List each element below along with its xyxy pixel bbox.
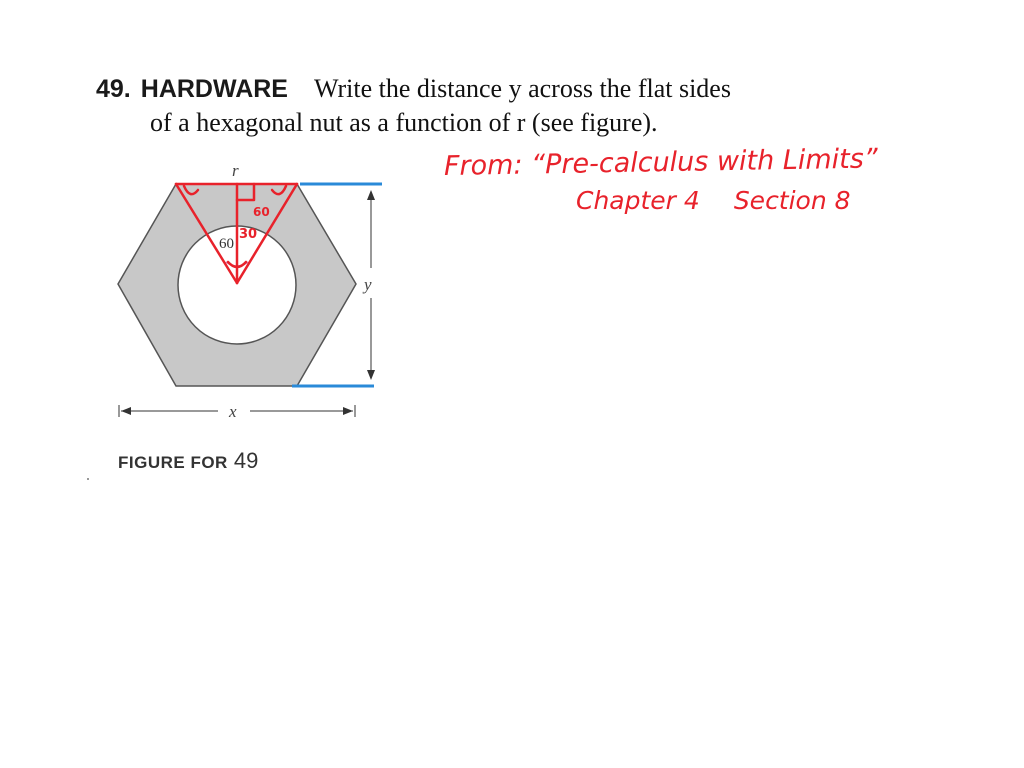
caption-label: FIGURE FOR (118, 453, 228, 472)
y-arrow-up (367, 190, 375, 200)
label-x: x (229, 402, 237, 421)
angle-label-60-printed: 60 (219, 236, 234, 252)
problem-text-line-1: Write the distance y across the flat sides (313, 74, 731, 103)
source-book-line: From: “Pre-calculus with Limits” (443, 143, 879, 182)
source-section: Section 8 (733, 186, 851, 215)
angle-label-60-red: 60 (253, 205, 270, 219)
source-chapter: Chapter 4 (576, 186, 700, 215)
x-arrow-left (121, 407, 131, 415)
caption-number: 49 (233, 448, 259, 473)
figure-caption (118, 448, 258, 474)
problem-topic: HARDWARE (140, 75, 288, 103)
stray-dot (87, 478, 89, 480)
angle-label-30-red: 30 (239, 227, 258, 242)
problem-text-line-2: of a hexagonal nut as a function of r (see figure). (150, 108, 658, 137)
problem-number: 49. (96, 75, 131, 103)
label-y: y (364, 275, 372, 294)
label-r: r (232, 161, 239, 180)
y-arrow-down (367, 370, 375, 380)
x-arrow-right (343, 407, 353, 415)
